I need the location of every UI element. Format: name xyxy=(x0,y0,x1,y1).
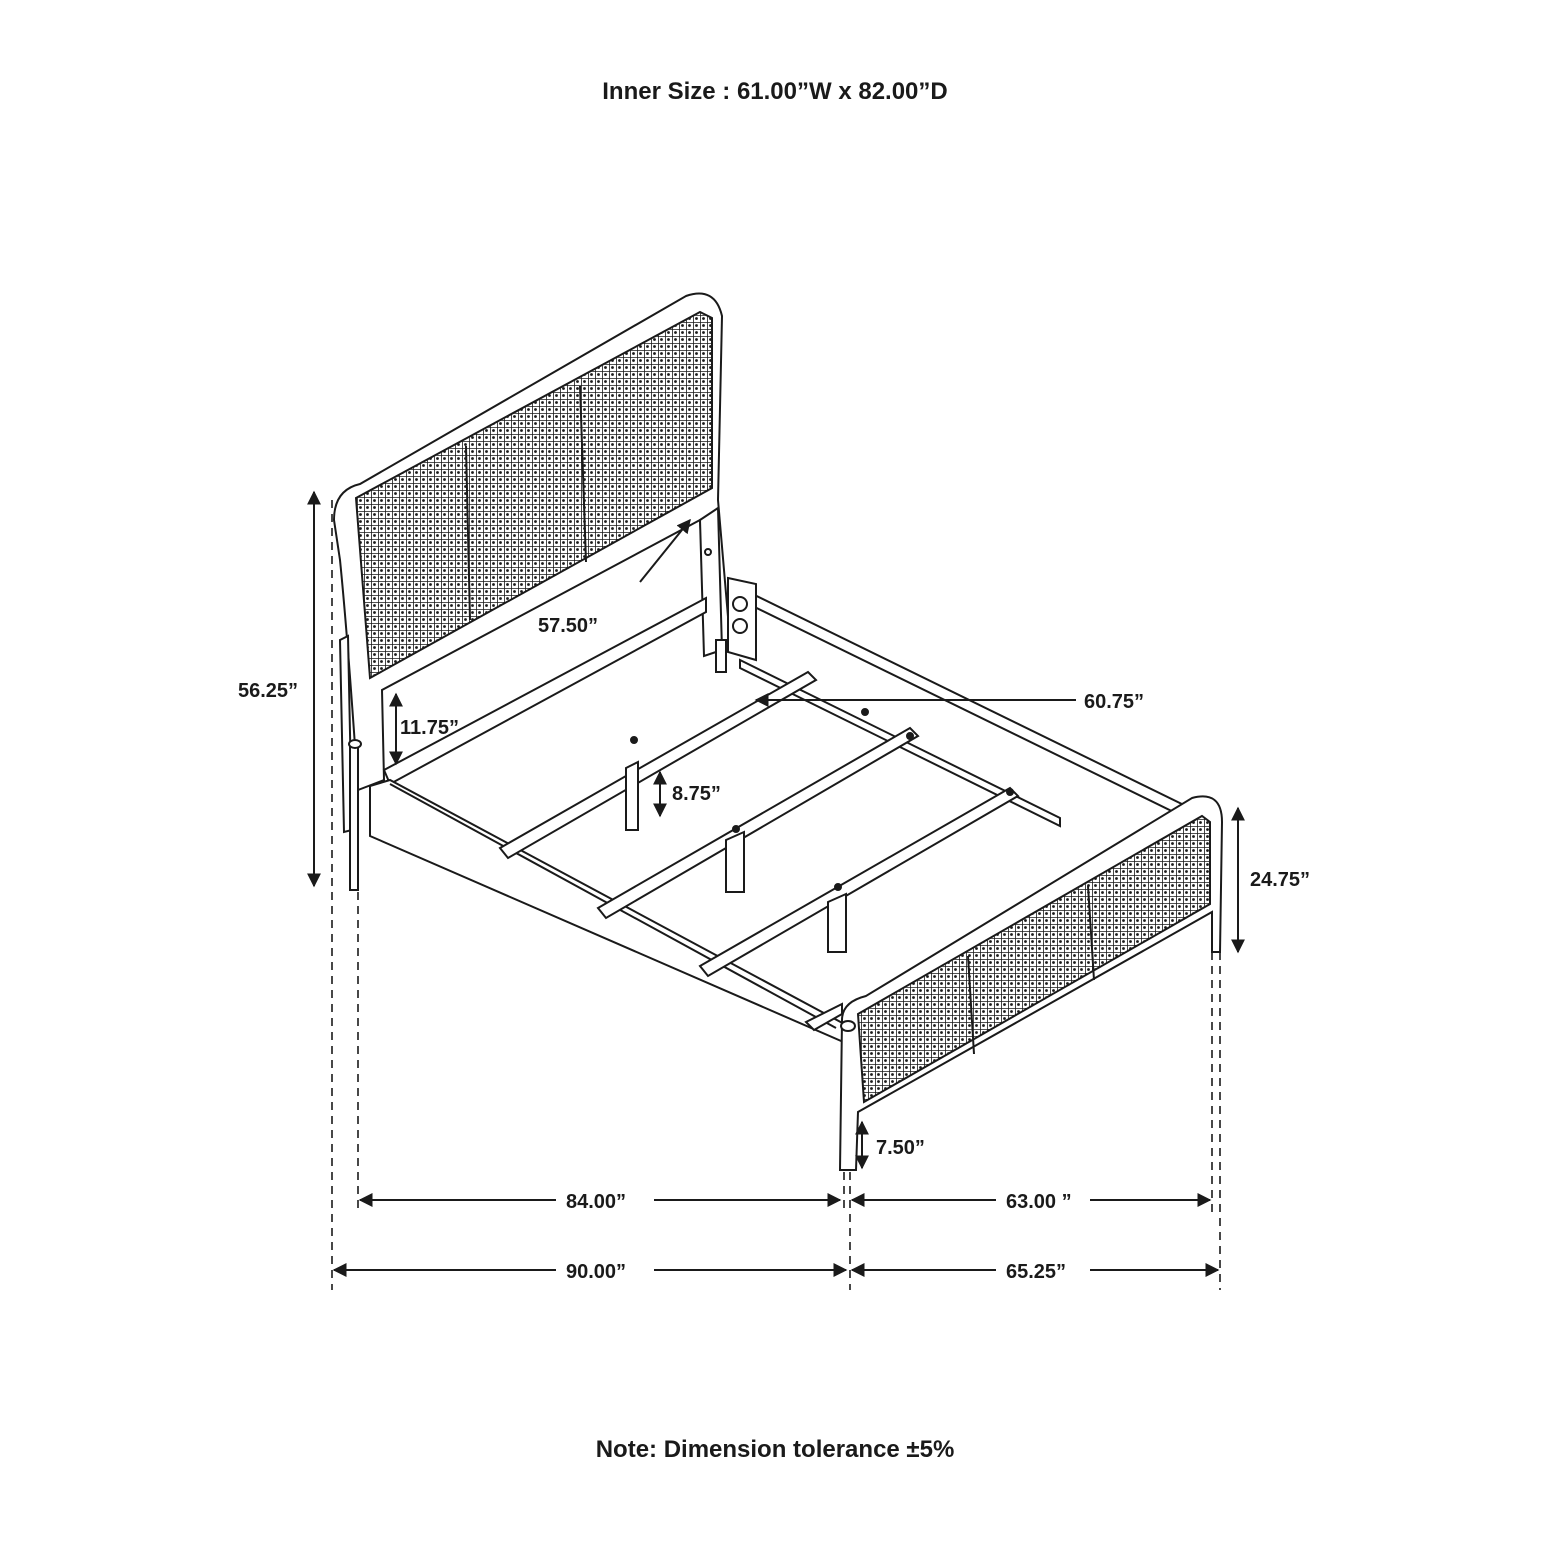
panel-clearance-label: 11.75” xyxy=(400,717,459,739)
side-rail-label: 60.75” xyxy=(1084,691,1145,713)
headboard-height-label: 56.25” xyxy=(238,680,299,702)
frame-width-label: 63.00 ” xyxy=(1006,1191,1072,1213)
overall-width-label: 65.25” xyxy=(1006,1261,1067,1283)
footboard-height-label: 24.75” xyxy=(1250,869,1311,891)
slat-support-label: 8.75” xyxy=(672,783,721,805)
footboard-clearance-label: 7.50” xyxy=(876,1137,925,1159)
frame-length-label: 84.00” xyxy=(566,1191,627,1213)
overall-length-label: 90.00” xyxy=(566,1261,627,1283)
tolerance-note: Note: Dimension tolerance ±5% xyxy=(595,1436,955,1463)
headboard-width-label: 57.50” xyxy=(538,615,599,637)
inner-size-title: Inner Size : 61.00”W x 82.00”D xyxy=(602,78,948,105)
